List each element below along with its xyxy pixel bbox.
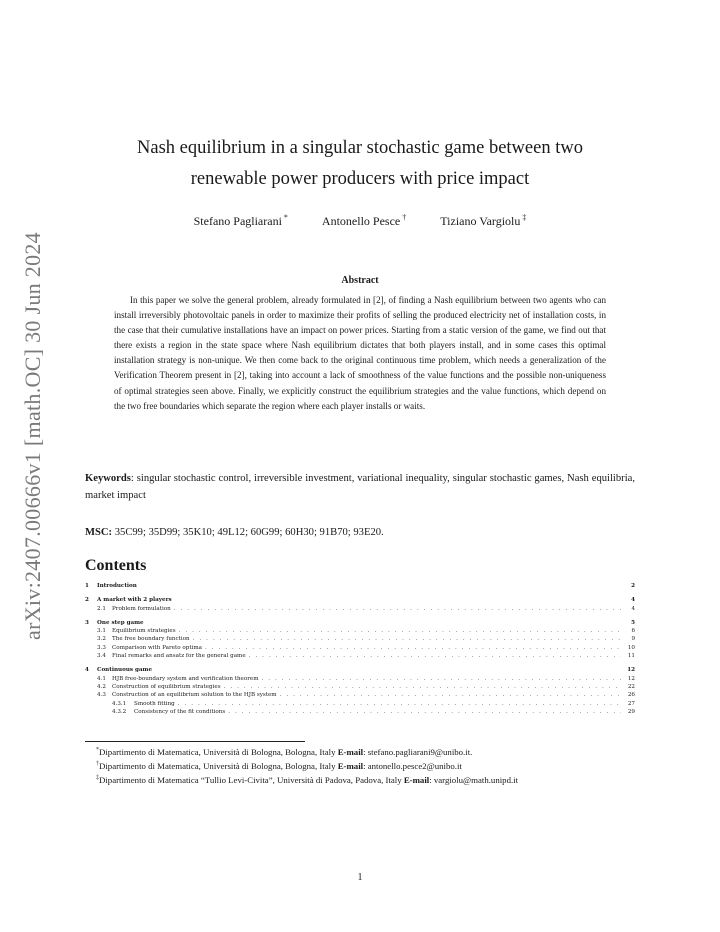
msc-codes [85,527,384,538]
contents-heading: Contents [85,557,147,574]
toc-leader [205,644,621,652]
footnote [85,758,645,772]
toc-leader [174,605,621,613]
toc-page: 12 [627,675,635,682]
toc-entry[interactable] [85,596,635,604]
toc-number: 3.3 [97,644,106,651]
author-list [85,213,635,229]
page-number: 1 [357,872,363,883]
toc-label: Comparison with Pareto optima [112,644,203,651]
author [194,213,288,229]
email-label: E-mail [337,761,364,772]
toc-page: 9 [631,636,635,643]
toc-page: 11 [627,653,635,660]
author-mark: † [402,213,407,222]
author-mark: ‡ [522,213,527,222]
toc-label: Final remarks and ansatz for the general game [112,653,246,660]
toc-leader [179,627,621,635]
toc-entry[interactable] [85,708,635,716]
toc-page: 26 [627,692,635,699]
toc-page: 4 [631,597,635,604]
keywords-text: : singular stochastic control, irreversible investment, variational inequality, singular stochastic games, Nash equilibria, market impact [85,473,635,501]
footnote-affiliation: Dipartimento di Matematica, Università di Bologna, Bologna, Italy [99,746,338,757]
author-name: Antonello Pesce [321,214,401,228]
toc-number: 4.1 [97,675,106,682]
toc-label: Smooth fitting [134,700,175,707]
keywords-label: Keywords [85,473,131,484]
toc-label: One step game [97,619,144,626]
toc-entry[interactable] [85,691,635,699]
arxiv-stamp: arXiv:2407.00666v1 [math.OC] 30 Jun 2024 [20,232,45,640]
toc-page: 10 [627,644,635,651]
toc-page: 27 [627,700,635,707]
toc-entry[interactable] [85,683,635,691]
toc-label: Construction of equilibrium strategies [112,683,221,690]
msc-text: 35C99; 35D99; 35K10; 49L12; 60G99; 60H30; 91B70; 93E20. [112,527,384,538]
footnote-mark: * [96,747,99,753]
toc-number: 3.4 [97,653,106,660]
toc-entry[interactable] [85,635,635,643]
footnote [85,772,645,786]
toc-leader [249,652,621,660]
toc-leader [262,675,621,683]
toc-entry[interactable] [85,700,635,708]
toc-number: 3 [85,619,89,626]
toc-label: The free boundary function [112,636,190,643]
toc-label: A market with 2 players [97,597,172,604]
toc-entry[interactable] [85,675,635,683]
toc-entry[interactable] [85,605,635,613]
toc-page: 29 [627,708,635,715]
footnotes [85,744,645,786]
footnote [85,744,645,758]
toc-number: 2.1 [97,605,106,612]
author-mark: * [283,213,288,222]
toc-label: Introduction [97,583,137,589]
author [322,213,406,229]
toc-label: Construction of an equilibrium solution to the HJB system [112,692,277,699]
toc-number: 4.3.1 [112,700,127,707]
toc-number: 4.3 [97,692,106,699]
author-name: Tiziano Vargiolu [440,214,521,228]
footnote-affiliation: Dipartimento di Matematica “Tullio Levi-Civita”, Università di Padova, Padova, Italy [99,775,404,786]
toc-entry[interactable] [85,644,635,652]
toc-entry[interactable] [85,582,635,590]
email-label: E-mail [403,775,430,786]
toc-page: 2 [631,583,635,589]
footnote-email[interactable]: : vargiolu@math.unipd.it [429,775,519,786]
author [440,213,526,229]
toc-label: Problem formulation [112,605,171,612]
toc-page: 5 [631,619,635,626]
keywords [85,470,635,504]
toc-leader [280,691,621,699]
paper-title [85,133,635,195]
table-of-contents [85,582,635,716]
toc-page: 22 [627,683,635,690]
footnote-mark: ‡ [96,775,99,782]
toc-number: 4 [85,667,89,674]
toc-label: Equilibrium strategies [112,628,176,635]
toc-label: Continuous game [97,667,153,674]
abstract-text: In this paper we solve the general problem, already formulated in [2], of finding a Nash equilibrium between two agents who can install irreversibly photovoltaic panels in order to maximize their profits of selling the produced electricity net of installation costs, in the case that their cumulative installations have an impact on power prices. Starting from a static version of the game, we find out that there exists a region in the state space where Nash equilibrium dictates that both players install, and in some cases this optimal installation strategy is non-unique. We then come back to the original continuous time problem, which needs a generalization of the Verification Theorem present in [2], taking into account a lack of smoothness of the value functions and the possible non-uniqueness of optimal strategies seen above. Finally, we explicitly construct the equilibrium strategies and the value functions, which depend on the two free boundaries which separate the region where each player installs or waits. [114,295,606,411]
toc-number: 3.2 [97,636,106,643]
title-line: Nash equilibrium in a singular stochastic game between two [137,138,583,158]
footnote-email[interactable]: : stefano.pagliarani9@unibo.it. [363,746,473,757]
toc-entry[interactable] [85,652,635,660]
toc-leader [178,700,621,708]
toc-leader [193,635,621,643]
toc-leader [224,683,621,691]
toc-number: 2 [85,597,89,604]
author-name: Stefano Pagliarani [193,214,282,228]
toc-number: 4.3.2 [112,708,127,715]
toc-entry[interactable] [85,666,635,674]
email-label: E-mail [337,746,364,757]
footnote-rule [85,741,305,742]
msc-label: MSC: [85,527,113,538]
toc-entry[interactable] [85,627,635,635]
toc-page: 6 [631,628,635,635]
toc-label: HJB free-boundary system and verification theorem [112,675,259,682]
abstract-heading: Abstract [341,275,379,286]
footnote-email[interactable]: : antonello.pesce2@unibo.it [363,761,462,772]
toc-label: Consistency of the fit conditions [134,708,226,715]
title-line: renewable power producers with price impact [190,169,530,189]
footnote-mark: † [96,761,99,768]
toc-page: 4 [631,605,635,612]
footnote-affiliation: Dipartimento di Matematica, Università di Bologna, Bologna, Italy [99,761,338,772]
toc-number: 3.1 [97,628,106,635]
toc-page: 12 [627,667,635,674]
toc-entry[interactable] [85,619,635,627]
toc-leader [228,708,621,716]
toc-number: 1 [85,583,89,589]
toc-number: 4.2 [97,683,106,690]
